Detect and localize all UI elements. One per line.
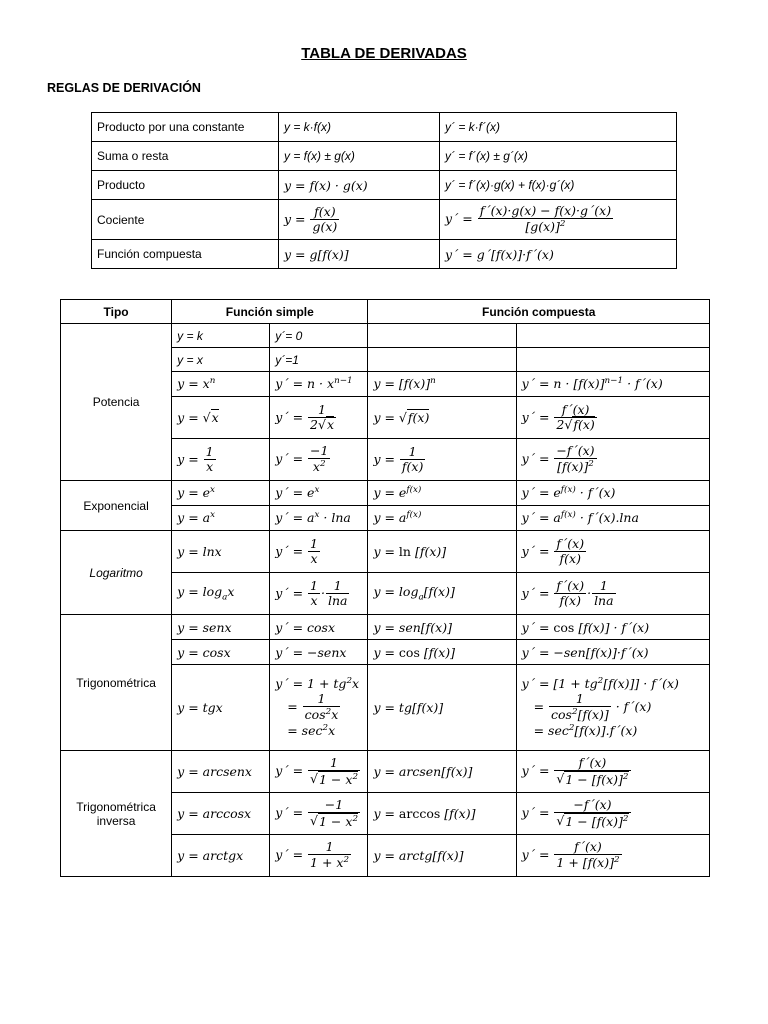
composite-derivative: y´ = $\frac{-f´(x)}{√1 - [f(x)]^2}$ [516,793,709,835]
rule-derivative: y´ = k·f´(x) [440,113,677,142]
composite-function [368,324,516,348]
composite-function: y = arcsen[f(x)] [368,751,516,793]
composite-derivative: y´ = −sen[f(x)]·f´(x) [516,640,709,665]
rule-derivative: y´ = $\frac{f´(x)\cdot g(x) - f(x)\cdot g´(x)}{[g(x)]^2}$ [440,200,677,240]
rule-function: y = f(x) ± g(x) [279,142,440,171]
simple-derivative: y´ = $\frac{1}{x}$ [270,531,368,573]
header-compuesta: Función compuesta [368,300,710,324]
composite-function: y = sen[f(x)] [368,615,516,640]
rule-derivative: y´ = f´(x)·g(x) + f(x)·g´(x) [440,171,677,200]
rule-name: Producto [92,171,279,200]
composite-function: y = √f(x) [368,397,516,439]
derivatives-table [60,299,710,877]
rule-derivative: y´ = f´(x) ± g´(x) [440,142,677,171]
simple-function: $y = a^x$ [172,506,270,531]
composite-function: $y = [f(x)]^n$ [368,372,516,397]
table-row [92,200,677,240]
simple-derivative: y´ = $n \cdot x^{n-1}$ [270,372,368,397]
table-row [61,481,710,506]
simple-function: y = x [172,348,270,372]
rule-name: Función compuesta [92,240,279,269]
composite-derivative: y´ = $[1 + tg^2[f(x)]]$ · f´(x) = $\frac{1}{\cos^2[f(x)]}$ · f´(x) = $\sec^2[f(x)].f´(x)$ [516,665,709,751]
composite-function: y = ln [f(x)] [368,531,516,573]
composite-derivative: y´ = $\frac{f´(x)}{f(x)}$ [516,531,709,573]
composite-function: $y = \log_a[f(x)]$ [368,573,516,615]
rule-function: y = g[f(x)] [279,240,440,269]
composite-derivative [516,348,709,372]
category-logaritmo: Logaritmo [61,531,172,615]
table-row [92,171,677,200]
rule-name: Producto por una constante [92,113,279,142]
composite-function: $y = a^{f(x)}$ [368,506,516,531]
simple-derivative: y´ = $\frac{1}{1 + x^2}$ [270,835,368,877]
rule-name: Suma o resta [92,142,279,171]
simple-function: $y = \log_ax$ [172,573,270,615]
composite-derivative [516,324,709,348]
simple-function: $y = e^x$ [172,481,270,506]
simple-function: y = lnx [172,531,270,573]
category-exponencial: Exponencial [61,481,172,531]
simple-function: y = arctgx [172,835,270,877]
composite-derivative: y´ = $\frac{-f´(x)}{[f(x)]^2}$ [516,439,709,481]
simple-derivative: y´ = $\frac{-1}{√1 - x^2}$ [270,793,368,835]
composite-derivative: y´ = $a^{f(x)}$ · f´(x).lna [516,506,709,531]
composite-function: y = $\frac{1}{f(x)}$ [368,439,516,481]
rule-name: Cociente [92,200,279,240]
table-row [61,324,710,348]
simple-derivative: y´ = $\frac{1}{2√x}$ [270,397,368,439]
rule-derivative: y´ = g´[f(x)]·f´(x) [440,240,677,269]
simple-derivative: y´ = $e^x$ [270,481,368,506]
composite-function: y = cos [f(x)] [368,640,516,665]
simple-function: y = tgx [172,665,270,751]
composite-function: y = arccos [f(x)] [368,793,516,835]
simple-function: $y = x^n$ [172,372,270,397]
table-row [61,531,710,573]
simple-derivative: y´=1 [270,348,368,372]
composite-function [368,348,516,372]
simple-derivative: y´= 0 [270,324,368,348]
rules-table [91,112,677,269]
header-tipo: Tipo [61,300,172,324]
table-row [92,113,677,142]
composite-derivative: y´ = cos [f(x)] · f´(x) [516,615,709,640]
table-row [92,142,677,171]
category-trigonometrica: Trigonométrica [61,615,172,751]
table-row [61,615,710,640]
simple-derivative: y´ = $1 + tg^2x$ = $\frac{1}{\cos^2x}$ = $\sec^2x$ [270,665,368,751]
simple-function: y = cosx [172,640,270,665]
simple-derivative: y´ = cosx [270,615,368,640]
composite-derivative: y´ = $n \cdot [f(x)]^{n-1}$ · f´(x) [516,372,709,397]
composite-derivative: y´ = $\frac{f´(x)}{1 + [f(x)]^2}$ [516,835,709,877]
composite-function: y = arctg[f(x)] [368,835,516,877]
composite-derivative: y´ = $\frac{f´(x)}{2√f(x)}$ [516,397,709,439]
section-subtitle: REGLAS DE DERIVACIÓN [47,81,201,95]
rule-function: y = $\frac{f(x)}{g(x)}$ [279,200,440,240]
page-title: TABLA DE DERIVADAS [301,45,467,62]
composite-function: y = tg[f(x)] [368,665,516,751]
composite-derivative: y´ = $e^{f(x)}$ · f´(x) [516,481,709,506]
simple-derivative: y´ = $\frac{1}{x}$ · $\frac{1}{\ln a}$ [270,573,368,615]
rule-function: y = f(x) · g(x) [279,171,440,200]
header-simple: Función simple [172,300,368,324]
table-row [92,240,677,269]
category-potencia: Potencia [61,324,172,481]
composite-function: $y = e^{f(x)}$ [368,481,516,506]
composite-derivative: y´ = $\frac{f´(x)}{f(x)}$ · $\frac{1}{\ln a}$ [516,573,709,615]
rule-function: y = k·f(x) [279,113,440,142]
simple-derivative: y´ = −senx [270,640,368,665]
simple-derivative: y´ = $a^x \cdot \ln a$ [270,506,368,531]
simple-function: y = arccosx [172,793,270,835]
table-row [61,751,710,793]
simple-function: y = senx [172,615,270,640]
simple-function: y = √x [172,397,270,439]
simple-function: y = k [172,324,270,348]
category-trigonometrica-inversa: Trigonométrica inversa [61,751,172,877]
composite-derivative: y´ = $\frac{f´(x)}{√1 - [f(x)]^2}$ [516,751,709,793]
table-header-row [61,300,710,324]
simple-function: y = $\frac{1}{x}$ [172,439,270,481]
simple-derivative: y´ = $\frac{1}{√1 - x^2}$ [270,751,368,793]
simple-derivative: y´ = $\frac{-1}{x^2}$ [270,439,368,481]
simple-function: y = arcsenx [172,751,270,793]
